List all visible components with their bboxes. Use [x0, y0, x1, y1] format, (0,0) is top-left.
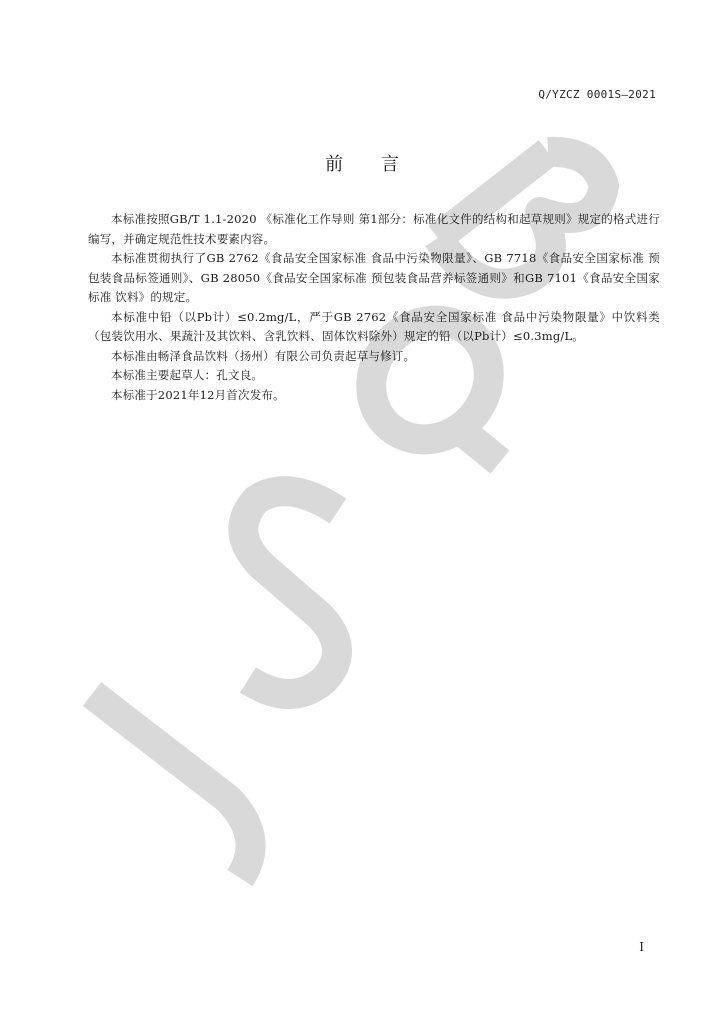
paragraph: 本标准主要起草人：孔文良。 [111, 368, 264, 382]
document-code: Q/YZCZ 0001S—2021 [538, 88, 656, 101]
paragraph: 本标准由畅泽食品饮料（扬州）有限公司负责起草与修订。 [111, 348, 416, 363]
watermark-letter-s [243, 491, 338, 694]
foreword-body [88, 210, 660, 405]
paragraph: 本标准于2021年12月首次发布。 [111, 387, 285, 402]
paragraph: 本标准贯彻执行了GB 2762《食品安全国家标准 食品中污染物限量》、GB 7718《食品安全国家标准 预包装食品标签通则》、GB 28050《食品安全国家标准 预包装食品营养标签通则》和GB 7101《食品安全国家标准 饮料》的规定。 [88, 251, 660, 304]
page-number: I [639, 940, 644, 954]
paragraph: 本标准中铅（以Pb计）≤0.2mg/L，严于GB 2762《食品安全国家标准 食品中污染物限量》中饮料类（包装饮用水、果蔬汁及其饮料、含乳饮料、固体饮料除外）规定的铅（以Pb计）≤0.3mg/L。 [88, 309, 660, 343]
page-title: 前 言 [325, 154, 415, 175]
paragraph: 本标准按照GB/T 1.1-2020 《标准化工作导则 第1部分：标准化文件的结构和起草规则》规定的格式进行编写，并确定规范性技术要素内容。 [88, 212, 660, 246]
watermark-letter-j [92, 694, 251, 878]
